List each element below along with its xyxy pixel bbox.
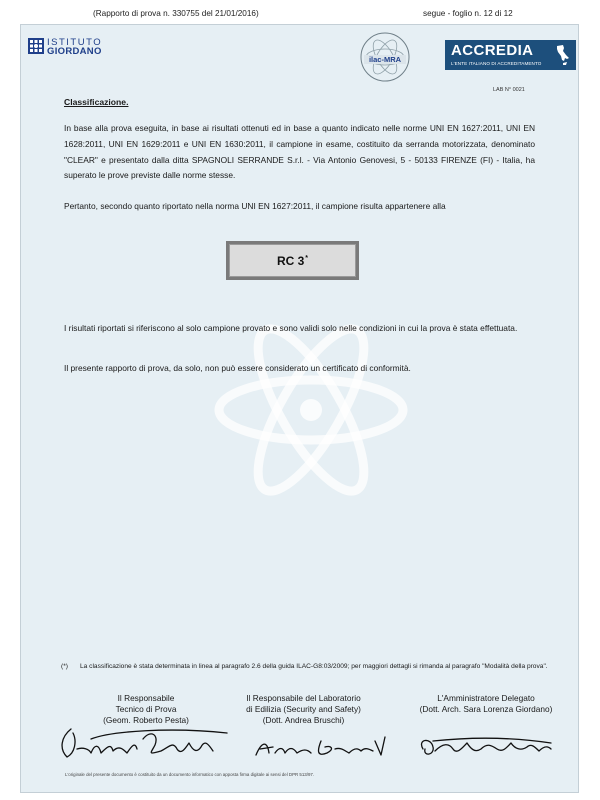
signatory-name: (Dott. Arch. Sara Lorenza Giordano) (419, 704, 553, 714)
classification-box (226, 241, 359, 280)
accredia-logo (445, 40, 576, 70)
document-page (20, 24, 579, 793)
logo-text-istituto: ISTITUTO (47, 37, 103, 48)
standard-paragraph: Pertanto, secondo quanto riportato nella norma UNI EN 1627:2011, il campione risulta appartenere alla (64, 201, 446, 211)
classification-mark: * (305, 255, 309, 262)
footnote-mark: (*) (61, 663, 68, 670)
classification-paragraph: In base alla prova eseguita, in base ai risultati ottenuti ed in base a quanto indicato nelle norme UNI EN 1627:2011, UNI EN 1628:2011, UNI EN 1629:2011 e UNI EN 1630:2011, il campione in esame, costituito da serranda motorizzata, denominato "CLEAR" e presentato dalla ditta SPAGNOLI SERRANDE S.r.l. - Via Antonio Genovesi, 5 - 50133 FIRENZE (FI) - Italia, ha superato le prove previste dalle norme stesse. (64, 123, 535, 181)
logo-text-giordano: GIORDANO (47, 46, 102, 57)
signatory-name: (Geom. Roberto Pesta) (103, 715, 189, 725)
page-counter: segue - foglio n. 12 di 12 (423, 9, 513, 18)
istituto-giordano-mark-icon (28, 38, 44, 54)
signatory-role: Il Responsabile (117, 693, 175, 703)
accredia-logo-text: ACCREDIA (451, 42, 534, 59)
signatory-name: (Dott. Andrea Bruschi) (262, 715, 345, 725)
ilac-mra-logo-icon (359, 31, 411, 83)
report-reference: (Rapporto di prova n. 330755 del 21/01/2016) (93, 9, 259, 18)
signatory-role: L'Amministratore Delegato (437, 693, 535, 703)
classification-value: RC 3 (276, 253, 305, 268)
footnote-text: La classificazione è stata determinata in linea al paragrafo 2.6 della guida ILAC-G8:03/2009; per maggiori dettagli si rimanda al paragrafo "Modalità della prova". (80, 663, 548, 670)
digital-signature-note: L'originale del presente documento è costituito da un documento informatico con apposta firma digitale ai sensi del DPR 513/97. (65, 772, 315, 777)
signatory-ceo (401, 693, 571, 715)
ilac-logo-text: ilac-MRA (368, 55, 402, 64)
accredia-logo-subtext: L'ENTE ITALIANO DI ACCREDITAMENTO (451, 61, 542, 66)
section-heading: Classificazione. (64, 97, 129, 107)
handwritten-signatures (51, 719, 561, 764)
atom-watermark-icon (211, 315, 411, 505)
signature-1 (62, 729, 227, 757)
signatory-role-detail: di Edilizia (Security and Safety) (246, 704, 361, 714)
signatory-role-detail: Tecnico di Prova (115, 704, 177, 714)
lab-number: LAB N° 0021 (493, 87, 525, 93)
results-paragraph: I risultati riportati si riferiscono al solo campione provato e sono validi solo nelle condizioni in cui la prova è stata effettuata. (64, 323, 518, 333)
disclaimer-paragraph: Il presente rapporto di prova, da solo, non può essere considerato un certificato di conformità. (64, 363, 411, 373)
signature-3 (422, 738, 551, 754)
signature-2 (256, 737, 385, 755)
istituto-giordano-logo (28, 38, 102, 56)
signatory-role: Il Responsabile del Laboratorio (246, 693, 361, 703)
italy-map-icon (555, 45, 570, 65)
